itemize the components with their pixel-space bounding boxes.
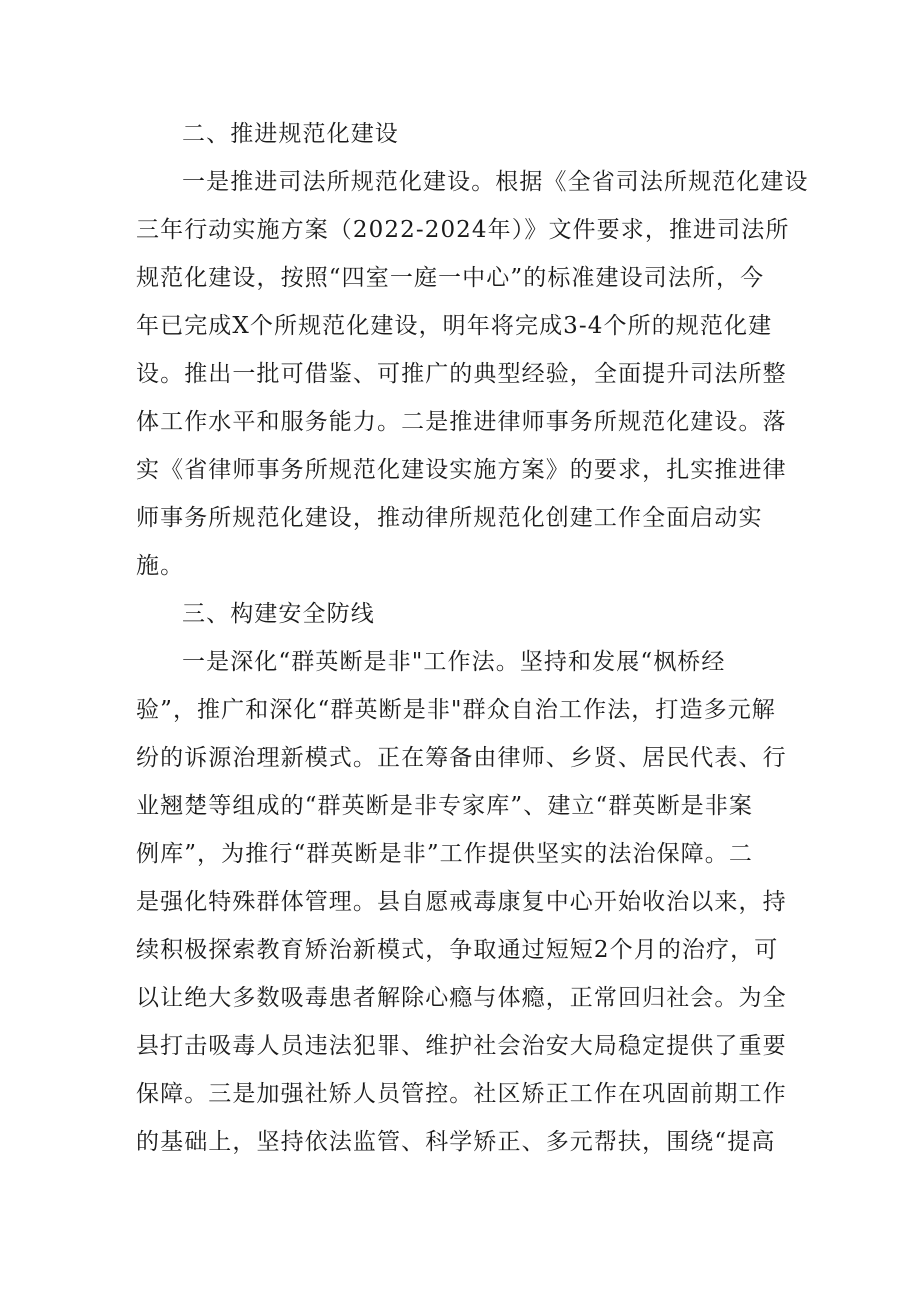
paragraph-line: 保障。三是加强社矫人员管控。社区矫正工作在巩固前期工作 <box>136 1081 787 1107</box>
section-heading: 三、构建安全防线 <box>182 601 375 627</box>
section-heading: 二、推进规范化建设 <box>182 121 399 147</box>
paragraph-line: 规范化建设，按照“四室一庭一中心”的标准建设司法所，今 <box>136 265 765 291</box>
paragraph-line: 体工作水平和服务能力。二是推进律师事务所规范化建设。落 <box>136 409 787 435</box>
paragraph-line: 三年行动实施方案（2022-2024年）》文件要求，推进司法所 <box>136 217 790 243</box>
paragraph-line: 一是推进司法所规范化建设。根据《全省司法所规范化建设 <box>182 169 809 195</box>
paragraph-line: 纷的诉源治理新模式。正在筹备由律师、乡贤、居民代表、行 <box>136 745 787 771</box>
paragraph-line: 实《省律师事务所规范化建设实施方案》的要求，扎实推进律 <box>136 457 787 483</box>
paragraph-line: 例库”，为推行“群英断是非”工作提供坚实的法治保障。二 <box>136 841 753 867</box>
paragraph-line: 年已完成X个所规范化建设，明年将完成3-4个所的规范化建 <box>136 313 773 339</box>
paragraph-line: 施。 <box>136 553 185 579</box>
paragraph-line: 设。推出一批可借鉴、可推广的典型经验，全面提升司法所整 <box>136 361 787 387</box>
document-body <box>136 110 809 1166</box>
paragraph-line: 续积极探索教育矫治新模式，争取通过短短2个月的治疗，可 <box>136 937 779 963</box>
paragraph-line: 以让绝大多数吸毒患者解除心瘾与体瘾，正常回归社会。为全 <box>136 985 787 1011</box>
paragraph-line: 是强化特殊群体管理。县自愿戒毒康复中心开始收治以来，持 <box>136 889 787 915</box>
paragraph-line: 一是深化“群英断是非"工作法。坚持和发展“枫桥经 <box>182 649 726 675</box>
paragraph-line: 师事务所规范化建设，推动律所规范化创建工作全面启动实 <box>136 505 763 531</box>
paragraph-line: 的基础上，坚持依法监管、科学矫正、多元帮扶，围绕“提高 <box>136 1129 776 1155</box>
paragraph-line: 验”，推广和深化“群英断是非"群众自治工作法，打造多元解 <box>136 697 776 723</box>
paragraph-line: 县打击吸毒人员违法犯罪、维护社会治安大局稳定提供了重要 <box>136 1033 787 1059</box>
paragraph-line: 业翘楚等组成的“群英断是非专家库”、建立“群英断是非案 <box>136 793 753 819</box>
